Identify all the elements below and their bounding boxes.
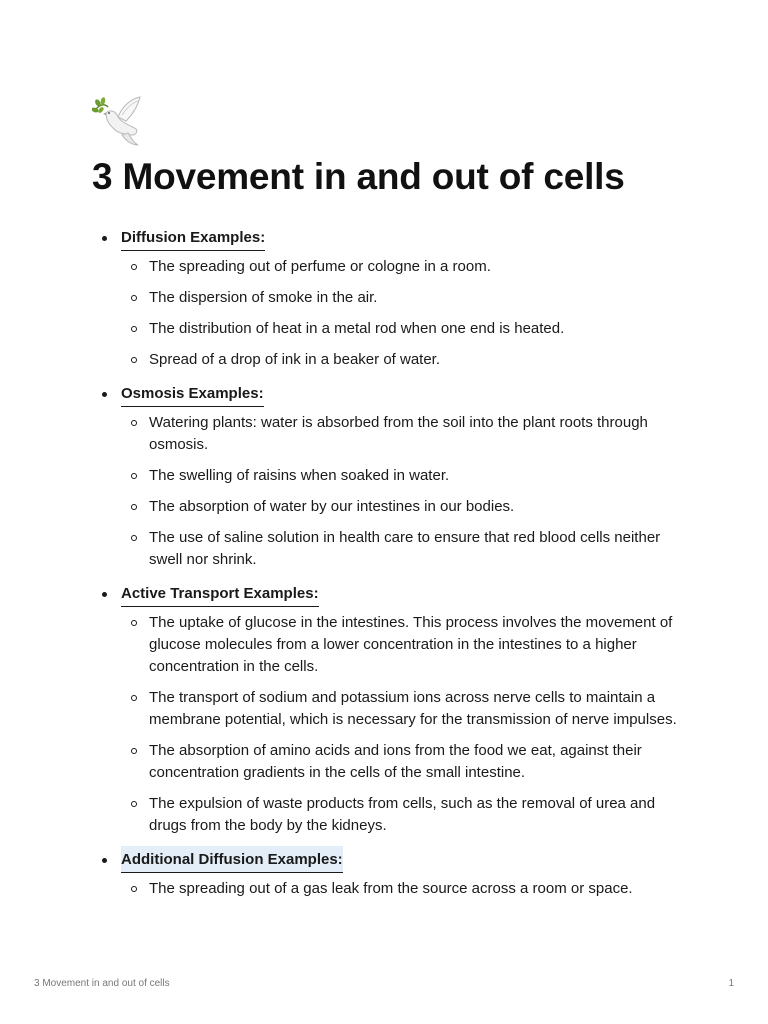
- hollow-bullet-icon: [131, 620, 137, 626]
- bullet-icon: [102, 392, 107, 397]
- list-item-text: The use of saline solution in health care to ensure that red blood cells neither swell nor shrink.: [149, 529, 661, 568]
- hollow-bullet-icon: [131, 295, 137, 301]
- bullet-icon: [102, 858, 107, 863]
- document-body: [92, 224, 692, 909]
- list-item-text: The distribution of heat in a metal rod when one end is heated.: [149, 320, 565, 337]
- list-item-text: The absorption of water by our intestines in our bodies.: [149, 498, 515, 515]
- hollow-bullet-icon: [131, 420, 137, 426]
- list-item-text: The spreading out of a gas leak from the source across a room or space.: [149, 880, 633, 897]
- list-item: [121, 612, 692, 678]
- section-heading: Osmosis Examples:: [121, 380, 264, 407]
- hollow-bullet-icon: [131, 264, 137, 270]
- list-item: [121, 412, 692, 456]
- list-item-text: The expulsion of waste products from cells, such as the removal of urea and drugs from the body by the kidneys.: [149, 795, 656, 834]
- list-item-text: The dispersion of smoke in the air.: [149, 289, 378, 306]
- list-item: [121, 287, 692, 309]
- page-title: 3 Movement in and out of cells: [92, 156, 625, 197]
- section-heading: Active Transport Examples:: [121, 580, 319, 607]
- hollow-bullet-icon: [131, 326, 137, 332]
- list-item: [121, 793, 692, 837]
- hollow-bullet-icon: [131, 748, 137, 754]
- list-item-text: Spread of a drop of ink in a beaker of water.: [149, 351, 441, 368]
- section-active-transport: [92, 580, 692, 837]
- list-item-text: The spreading out of perfume or cologne in a room.: [149, 258, 491, 275]
- list-item: [121, 878, 692, 900]
- hollow-bullet-icon: [131, 535, 137, 541]
- section-diffusion: [92, 224, 692, 371]
- hollow-bullet-icon: [131, 886, 137, 892]
- section-heading: Diffusion Examples:: [121, 224, 265, 251]
- item-list: [121, 878, 692, 900]
- list-item: [121, 687, 692, 731]
- list-item: [121, 256, 692, 278]
- list-item: [121, 318, 692, 340]
- item-list: [121, 412, 692, 571]
- section-heading-highlighted: Additional Diffusion Examples:: [121, 846, 343, 873]
- list-item-text: Watering plants: water is absorbed from the soil into the plant roots through osmosis.: [149, 414, 648, 453]
- list-item-text: The uptake of glucose in the intestines. This process involves the movement of glucose molecules from a lower concentration in the intestines to a higher concentration in the cells.: [149, 614, 673, 675]
- list-item: [121, 496, 692, 518]
- item-list: [121, 612, 692, 837]
- footer-page-number: 1: [728, 978, 734, 989]
- footer-document-title: 3 Movement in and out of cells: [34, 978, 170, 989]
- list-item-text: The absorption of amino acids and ions from the food we eat, against their concentration gradients in the cells of the small intestine.: [149, 742, 642, 781]
- bullet-icon: [102, 592, 107, 597]
- hollow-bullet-icon: [131, 357, 137, 363]
- list-item: [121, 740, 692, 784]
- list-item: [121, 349, 692, 371]
- item-list: [121, 256, 692, 371]
- hollow-bullet-icon: [131, 801, 137, 807]
- section-list: [92, 224, 692, 900]
- section-osmosis: [92, 380, 692, 571]
- section-additional-diffusion: [92, 846, 692, 900]
- list-item: [121, 527, 692, 571]
- hollow-bullet-icon: [131, 695, 137, 701]
- hollow-bullet-icon: [131, 504, 137, 510]
- list-item-text: The transport of sodium and potassium ions across nerve cells to maintain a membrane potential, which is necessary for the transmission of nerve impulses.: [149, 689, 677, 728]
- dove-icon: [92, 95, 144, 147]
- list-item-text: The swelling of raisins when soaked in water.: [149, 467, 450, 484]
- list-item: [121, 465, 692, 487]
- hollow-bullet-icon: [131, 473, 137, 479]
- bullet-icon: [102, 236, 107, 241]
